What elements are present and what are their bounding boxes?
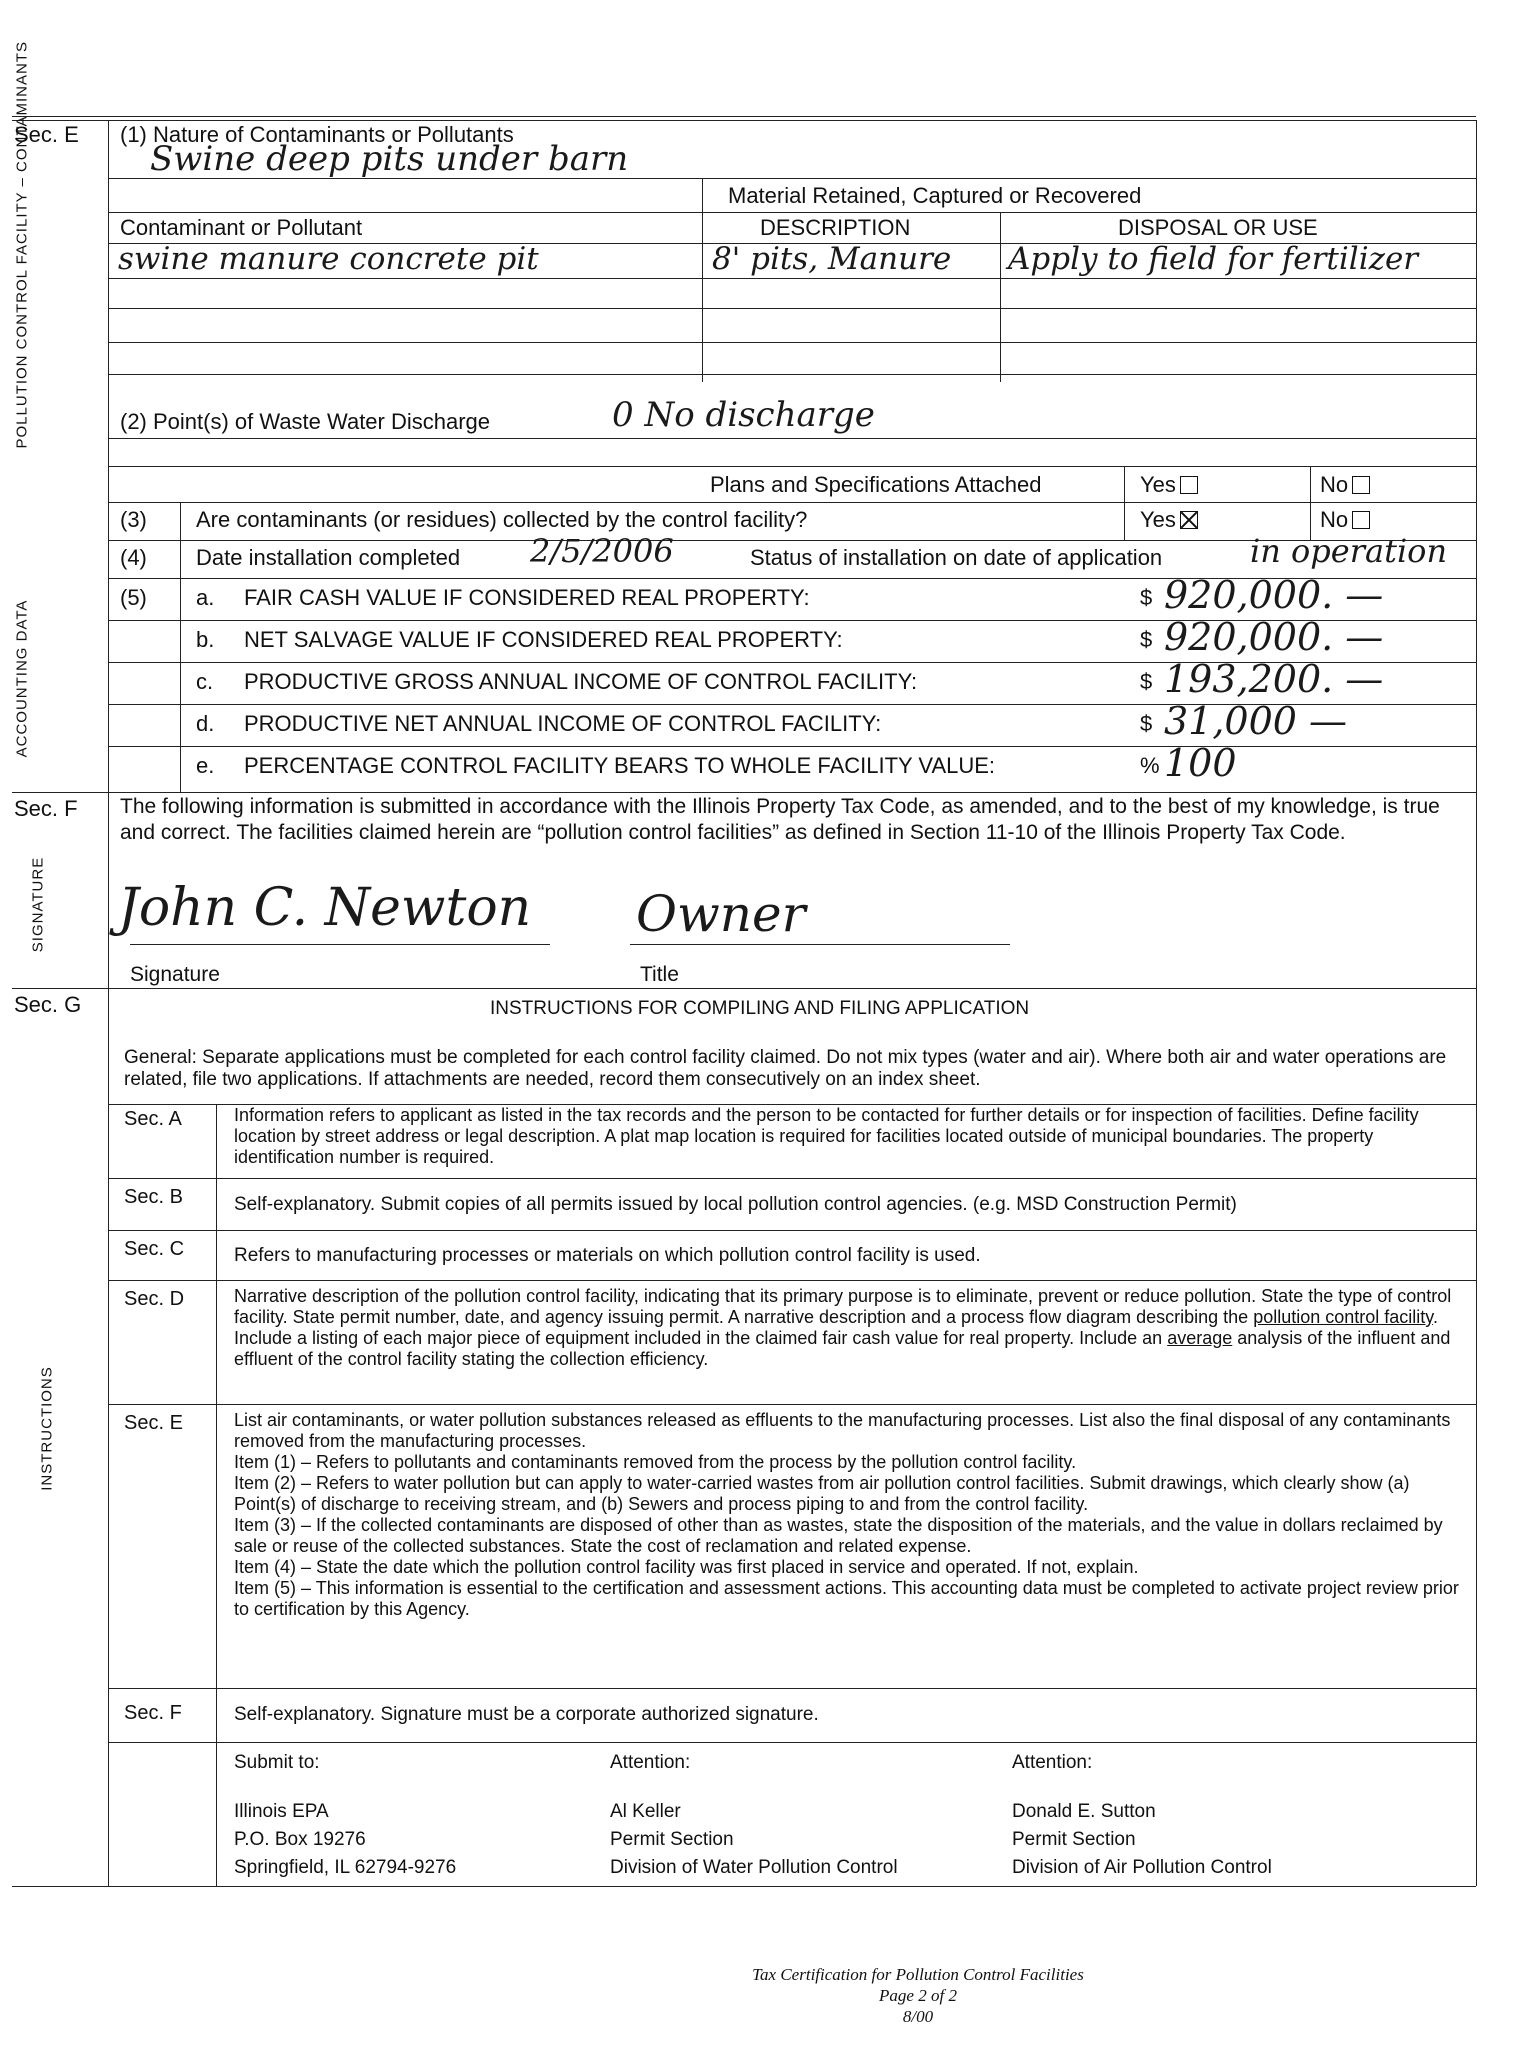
row1-description: 8' pits, Manure (712, 241, 952, 277)
item3-num: (3) (120, 507, 147, 532)
instructions-heading: INSTRUCTIONS FOR COMPILING AND FILING APPLICATION (490, 998, 1030, 1019)
acct-row-letter: d. (196, 711, 215, 736)
acct-row-divider (108, 662, 1476, 663)
item3-no-checkbox[interactable] (1352, 511, 1370, 529)
instr-sec-e-label: Sec. E (124, 1412, 183, 1434)
sec-g-label: Sec. G (14, 992, 82, 1017)
acct-row-label: PRODUCTIVE GROSS ANNUAL INCOME OF CONTROL FACILITY: (244, 669, 918, 694)
discharge-value: 0 No discharge (612, 395, 875, 435)
acct-row-value[interactable]: 100 (1164, 741, 1237, 785)
instr-sec-c-label: Sec. C (124, 1238, 185, 1260)
sec-f-statement: The following information is submitted in accordance with the Illinois Property Tax Code, as amended, and to the best of my knowledge, is true and correct. The facilities claimed herein are “pollution control facilities” as defined in Section 11-10 of the Illinois Property Tax Code. (120, 795, 1440, 844)
footer-title: Tax Certification for Pollution Control Facilities (752, 1965, 1084, 1984)
plans-no-checkbox[interactable] (1352, 476, 1370, 494)
instr-sec-a-text: Information refers to applicant as listed in the tax records and the person to be contacted for further details or for inspection of facilities. Define facility location by street address or legal description. A plat map location is required for facilities located outside of municipal boundaries. The property identification number is required. (234, 1105, 1419, 1167)
instr-sec-d-text: Narrative description of the pollution control facility, indicating that its primary purpose is to eliminate, prevent or reduce pollution. State the type of control facility. State permit number, date, and agency issuing permit. A narrative description and a process flow diagram describing the pollution control facility. Include a listing of each major piece of equipment included in the claimed fair cash value for real property. Include an average analysis of the influent and effluent of the control facility stating the collection efficiency. (234, 1286, 1452, 1369)
acct-row-divider (108, 746, 1476, 747)
acct-row-letter: b. (196, 627, 215, 652)
discharge-label: (2) Point(s) of Waste Water Discharge (120, 409, 491, 434)
instr-sec-f-text: Self-explanatory. Signature must be a corporate authorized signature. (234, 1704, 819, 1725)
sec-f-label: Sec. F (14, 796, 78, 821)
instr-item-2: Item (2) – Refers to water pollution but can apply to water-carried wastes from air pollution control facilities. Submit drawings, which clearly show (a) Point(s) of discharge to receiving stream, and (b) Sewers and process piping to and from the control facility. (234, 1473, 1410, 1514)
instr-item-5: Item (5) – This information is essential to the certification and assessment actions. This accounting data must be completed to activate project review prior to certification by this Agency. (234, 1578, 1459, 1619)
acct-row-value[interactable]: 31,000 — (1164, 699, 1348, 743)
sec-e-label: Sec. E (14, 122, 79, 147)
acct-row-letter: c. (196, 669, 214, 694)
col-contaminant: Contaminant or Pollutant (120, 215, 363, 240)
instr-sec-d-label: Sec. D (124, 1288, 185, 1310)
item5-num: (5) (120, 585, 147, 610)
acct-row-divider (108, 704, 1476, 705)
acct-row-symbol: % (1140, 753, 1160, 778)
instr-sec-f-label: Sec. F (124, 1702, 182, 1724)
acct-row-symbol: $ (1140, 669, 1153, 694)
plans-label: Plans and Specifications Attached (710, 472, 1042, 497)
plans-yes[interactable]: Yes (1140, 472, 1198, 498)
item4-num: (4) (120, 545, 147, 570)
instr-item-4: Item (4) – State the date which the pollution control facility was first placed in service and operated. If not, explain. (234, 1557, 1139, 1577)
nature-label: (1) Nature of Contaminants or Pollutants (120, 122, 514, 147)
nature-value: Swine deep pits under barn (150, 139, 629, 179)
item3-yes[interactable]: Yes (1140, 507, 1198, 533)
submit-col1-head: Submit to: (234, 1752, 320, 1773)
instr-sec-c-text: Refers to manufacturing processes or materials on which pollution control facility is used. (234, 1245, 981, 1266)
footer (618, 1964, 1218, 2027)
signature-label: Signature (130, 963, 220, 986)
instr-sec-e-text: List air contaminants, or water pollution substances released as effluents to the manufacturing processes. List also the final disposal of any contaminants removed from the manufacturing processes. Item (1) – Refers to pollutants and contaminants removed from the process by the pollution control facility. Item (2) – Refers to water pollution but can apply to water-carried wastes from air pollution control facilities. Submit drawings, which clearly show (a) Point(s) of discharge to receiving stream, and (b) Sewers and process piping to and from the control facility. Item (3) – If the collected contaminants are disposed of other than as wastes, state the disposition of the materials, and the value in dollars reclaimed by sale or reuse of the collected substances. State the cost of reclamation and related expense. Item (4) – State the date which the pollution control facility was first placed in service and operated. If not, explain. Item (5) – This information is essential to the certification and assessment actions. This accounting data must be completed to activate project review prior to certification by this Agency. (234, 1410, 1470, 1620)
submit-col3: Donald E. Sutton Permit Section Division of Air Pollution Control (1012, 1801, 1272, 1878)
plans-yes-checkbox[interactable] (1180, 476, 1198, 494)
acct-row-value[interactable]: 920,000. — (1164, 573, 1384, 617)
submit-col1: Illinois EPA P.O. Box 19276 Springfield, IL 62794-9276 (234, 1801, 457, 1878)
acct-row-value[interactable]: 920,000. — (1164, 615, 1384, 659)
item3-label: Are contaminants (or residues) collected by the control facility? (196, 507, 808, 532)
signature-side-label: SIGNATURE (29, 856, 47, 953)
item4-status-label: Status of installation on date of application (750, 545, 1163, 570)
acct-row-label: PRODUCTIVE NET ANNUAL INCOME OF CONTROL FACILITY: (244, 711, 882, 736)
left-column-divider (108, 120, 109, 1886)
acct-row-value[interactable]: 193,200. — (1164, 657, 1384, 701)
acct-row-symbol: $ (1140, 711, 1153, 736)
plans-no[interactable]: No (1320, 472, 1370, 498)
footer-date: 8/00 (902, 2007, 934, 2026)
acct-row-divider (108, 620, 1476, 621)
top-border (12, 116, 1476, 117)
acct-row-label: FAIR CASH VALUE IF CONSIDERED REAL PROPERTY: (244, 585, 810, 610)
instr-item-1: Item (1) – Refers to pollutants and contaminants removed from the process by the pollution control facility. (234, 1452, 1077, 1472)
instr-sec-b-text: Self-explanatory. Submit copies of all permits issued by local pollution control agencies. (e.g. MSD Construction Permit) (234, 1194, 1237, 1215)
instr-sec-b-label: Sec. B (124, 1186, 183, 1208)
accounting-side-label: ACCOUNTING DATA (13, 599, 31, 758)
general-instructions: General: Separate applications must be completed for each control facility claimed. Do not mix types (water and air). Where both air and water operations are related, file two applications. If attachments are needed, record them consecutively on an index sheet. (124, 1047, 1447, 1090)
acct-row-letter: e. (196, 753, 215, 778)
item4-label: Date installation completed (196, 545, 461, 570)
title-label: Title (640, 963, 679, 986)
item4-status-value: in operation (1250, 532, 1448, 570)
contaminants-side-label: POLLUTION CONTROL FACILITY – CONTAMINANTS (13, 41, 31, 449)
item4-date: 2/5/2006 (530, 532, 674, 570)
instr-sec-a-label: Sec. A (124, 1108, 182, 1130)
item3-no[interactable]: No (1320, 507, 1370, 533)
submit-col3-head: Attention: (1012, 1752, 1093, 1773)
signature-value[interactable]: John C. Newton (118, 878, 532, 938)
col-description: DESCRIPTION (760, 215, 911, 240)
bottom-border (12, 1886, 1476, 1887)
acct-row-label: PERCENTAGE CONTROL FACILITY BEARS TO WHOLE FACILITY VALUE: (244, 753, 996, 778)
material-header: Material Retained, Captured or Recovered (728, 183, 1142, 208)
row1-disposal: Apply to field for fertilizer (1008, 241, 1419, 277)
acct-row-symbol: $ (1140, 585, 1153, 610)
acct-row-letter: a. (196, 585, 215, 610)
right-border (1476, 120, 1477, 1886)
row1-contaminant: swine manure concrete pit (118, 241, 539, 277)
submit-col2-head: Attention: (610, 1752, 691, 1773)
acct-row-label: NET SALVAGE VALUE IF CONSIDERED REAL PROPERTY: (244, 627, 843, 652)
acct-row-symbol: $ (1140, 627, 1153, 652)
instructions-side-label: INSTRUCTIONS (38, 1366, 56, 1491)
footer-page: Page 2 of 2 (879, 1986, 957, 2005)
item3-yes-checkbox[interactable] (1180, 511, 1198, 529)
col-disposal: DISPOSAL OR USE (1118, 215, 1318, 240)
submit-col2: Al Keller Permit Section Division of Water Pollution Control (610, 1801, 898, 1878)
instr-item-3: Item (3) – If the collected contaminants are disposed of other than as wastes, state the disposition of the materials, and the value in dollars reclaimed by sale or reuse of the collected substances. State the cost of reclamation and related expense. (234, 1515, 1443, 1556)
title-value[interactable]: Owner (636, 885, 806, 943)
